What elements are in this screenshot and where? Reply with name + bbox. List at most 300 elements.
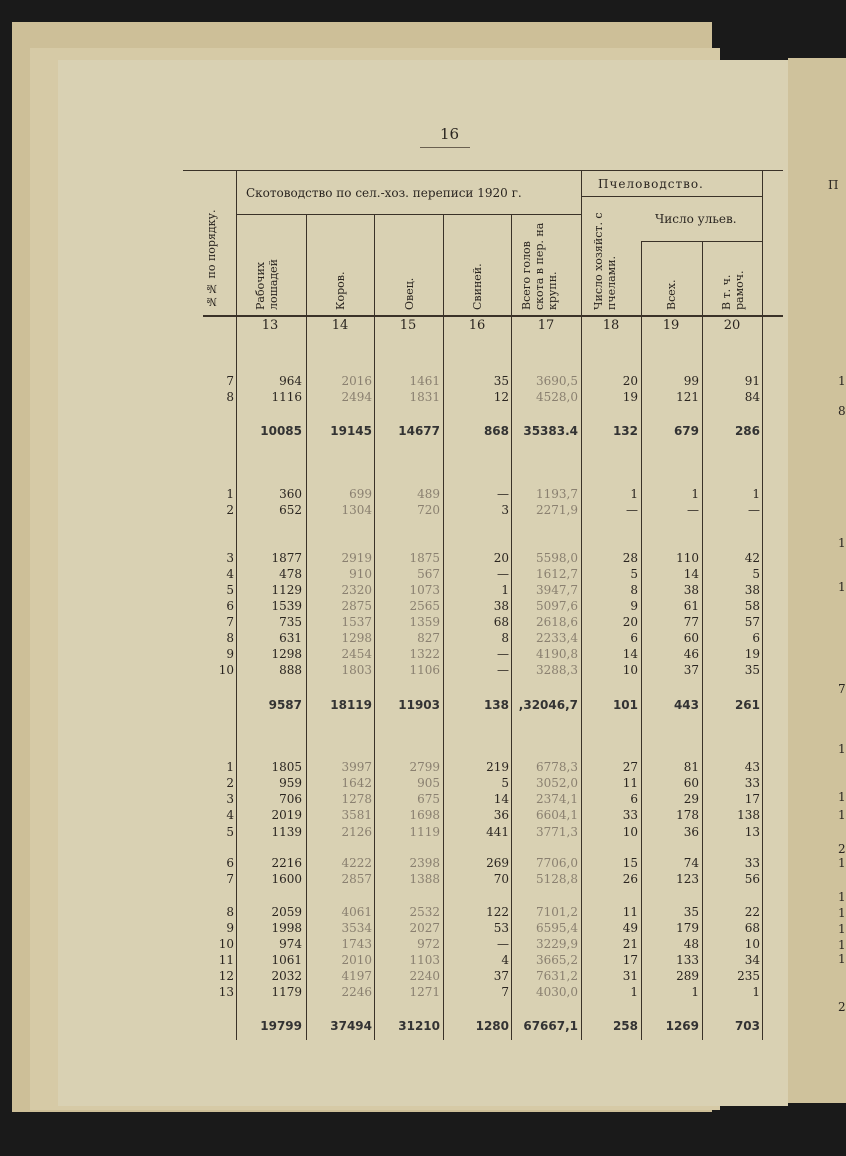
row-number: 8 xyxy=(226,905,234,919)
column-number: 18 xyxy=(602,318,620,333)
table-cell: 68 xyxy=(493,615,509,629)
group-total-cell: 14677 xyxy=(398,424,440,438)
table-cell: 699 xyxy=(349,487,372,501)
table-cell: 60 xyxy=(683,631,699,645)
table-cell: 6604,1 xyxy=(536,808,578,822)
table-cell: 13 xyxy=(744,825,760,839)
table-cell: 1298 xyxy=(341,631,372,645)
table-cell: 37 xyxy=(683,663,699,677)
table-cell: 99 xyxy=(683,374,699,388)
group-total-cell: 132 xyxy=(612,424,638,438)
group-total-cell: 258 xyxy=(612,1019,638,1033)
table-cell: 38 xyxy=(744,583,760,597)
table-cell: 29 xyxy=(683,792,699,806)
table-cell: 6 xyxy=(630,792,638,806)
table-cell: 26 xyxy=(622,872,638,886)
table-cell: 3581 xyxy=(341,808,372,822)
col-divider xyxy=(702,241,703,1040)
table-cell: 49 xyxy=(622,921,638,935)
table-cell: 1106 xyxy=(409,663,440,677)
table-cell: 888 xyxy=(279,663,302,677)
row-number: 1 xyxy=(226,487,234,501)
table-cell: 27 xyxy=(622,760,638,774)
table-cell: 21 xyxy=(622,937,638,951)
table-cell: 9 xyxy=(630,599,638,613)
table-cell: 37 xyxy=(493,969,509,983)
table-cell: 1 xyxy=(691,487,699,501)
row-number: 10 xyxy=(218,937,234,951)
table-cell: — xyxy=(497,937,509,951)
table-cell: 1061 xyxy=(271,953,302,967)
table-cell: 441 xyxy=(486,825,509,839)
table-cell: 631 xyxy=(279,631,302,645)
group-total-cell: 10085 xyxy=(260,424,302,438)
table-cell: 42 xyxy=(744,551,760,565)
table-cell: 7 xyxy=(501,985,509,999)
column-number: 17 xyxy=(537,318,555,333)
table-cell: 2010 xyxy=(341,953,372,967)
table-cell: 20 xyxy=(622,374,638,388)
bee-subrule xyxy=(581,196,762,197)
table-cell: 2374,1 xyxy=(536,792,578,806)
row-number: 13 xyxy=(218,985,234,999)
col-divider xyxy=(236,170,237,1040)
table-cell: 22 xyxy=(744,905,760,919)
table-cell: 2494 xyxy=(341,390,372,404)
table-cell: 3997 xyxy=(341,760,372,774)
table-cell: 10 xyxy=(622,663,638,677)
table-cell: 1322 xyxy=(409,647,440,661)
table-cell: 38 xyxy=(683,583,699,597)
table-cell: 219 xyxy=(486,760,509,774)
table-cell: 5097,6 xyxy=(536,599,578,613)
facing-page-fragment: 1 xyxy=(838,890,846,904)
group-total-cell: 37494 xyxy=(330,1019,372,1033)
table-cell: 2240 xyxy=(409,969,440,983)
table-cell: 2618,6 xyxy=(536,615,578,629)
table-cell: 15 xyxy=(622,856,638,870)
column-number: 16 xyxy=(468,318,486,333)
table-cell: 567 xyxy=(417,567,440,581)
table-cell: 3947,7 xyxy=(536,583,578,597)
row-number: 11 xyxy=(218,953,234,967)
table-cell: 19 xyxy=(744,647,760,661)
group-total-cell: 31210 xyxy=(398,1019,440,1033)
table-cell: 48 xyxy=(683,937,699,951)
col-horses-header: Рабочих лошадей xyxy=(254,258,280,310)
table-cell: 2320 xyxy=(341,583,372,597)
table-cell: 10 xyxy=(744,937,760,951)
table-cell: 91 xyxy=(744,374,760,388)
table-cell: — xyxy=(687,503,699,517)
table-cell: 720 xyxy=(417,503,440,517)
row-number: 8 xyxy=(226,390,234,404)
table-cell: 2565 xyxy=(409,599,440,613)
table-cell: 1998 xyxy=(271,921,302,935)
col-cows-header: Коров. xyxy=(334,271,347,310)
table-cell: 1539 xyxy=(271,599,302,613)
table-cell: 57 xyxy=(744,615,760,629)
table-cell: 3534 xyxy=(341,921,372,935)
table-cell: 68 xyxy=(744,921,760,935)
table-cell: 1 xyxy=(752,487,760,501)
table-cell: 910 xyxy=(349,567,372,581)
facing-page-fragment: 1 xyxy=(838,922,846,936)
col-households-header: Число хозяйст. с пчелами. xyxy=(592,212,618,310)
table-cell: 81 xyxy=(683,760,699,774)
table-cell: 31 xyxy=(622,969,638,983)
table-cell: 17 xyxy=(622,953,638,967)
table-cell: 1743 xyxy=(341,937,372,951)
table-cell: 7101,2 xyxy=(536,905,578,919)
facing-page-fragment: 2 xyxy=(838,842,846,856)
table-cell: 1600 xyxy=(271,872,302,886)
table-cell: 360 xyxy=(279,487,302,501)
table-cell: 4061 xyxy=(341,905,372,919)
table-cell: 1 xyxy=(630,985,638,999)
table-cell: 84 xyxy=(744,390,760,404)
table-cell: 675 xyxy=(417,792,440,806)
facing-page-fragment: 1 xyxy=(838,952,846,966)
col-frame-header: В т. ч. рамоч. xyxy=(720,270,746,310)
table-cell: 2919 xyxy=(341,551,372,565)
row-number: 4 xyxy=(226,567,234,581)
facing-page-fragment: 1 xyxy=(838,938,846,952)
table-cell: 3288,3 xyxy=(536,663,578,677)
table-cell: 3052,0 xyxy=(536,776,578,790)
bee-group-header: Пчеловодство. xyxy=(598,177,704,191)
table-cell: 11 xyxy=(622,776,638,790)
table-cell: 2216 xyxy=(271,856,302,870)
table-cell: 827 xyxy=(417,631,440,645)
hives-group-header: Число ульев. xyxy=(655,212,737,226)
table-cell: 1304 xyxy=(341,503,372,517)
table-cell: 33 xyxy=(744,856,760,870)
table-cell: 122 xyxy=(486,905,509,919)
col-divider xyxy=(306,214,307,1040)
table-cell: 33 xyxy=(622,808,638,822)
table-cell: 706 xyxy=(279,792,302,806)
group-total-cell: 101 xyxy=(612,698,638,712)
table-cell: 28 xyxy=(622,551,638,565)
table-cell: 5128,8 xyxy=(536,872,578,886)
table-cell: 19 xyxy=(622,390,638,404)
col-divider xyxy=(511,214,512,1040)
table-cell: 5 xyxy=(501,776,509,790)
column-number: 15 xyxy=(399,318,417,333)
table-cell: 133 xyxy=(676,953,699,967)
table-cell: 4222 xyxy=(341,856,372,870)
table-cell: 2875 xyxy=(341,599,372,613)
col-pigs-header: Свиней. xyxy=(471,263,484,310)
table-cell: 1805 xyxy=(271,760,302,774)
table-cell: 11 xyxy=(622,905,638,919)
table-cell: 5 xyxy=(630,567,638,581)
facing-page-fragment: 1 xyxy=(838,790,846,804)
table-cell: 2233,4 xyxy=(536,631,578,645)
page-number-rule xyxy=(420,147,470,148)
group-total-cell: 19145 xyxy=(330,424,372,438)
table-cell: 1388 xyxy=(409,872,440,886)
table-cell: 70 xyxy=(493,872,509,886)
table-cell: 1073 xyxy=(409,583,440,597)
table-cell: 1 xyxy=(630,487,638,501)
table-cell: 46 xyxy=(683,647,699,661)
group-total-cell: 1269 xyxy=(665,1019,699,1033)
table-cell: 6 xyxy=(630,631,638,645)
table-cell: 3690,5 xyxy=(536,374,578,388)
table-cell: 60 xyxy=(683,776,699,790)
table-cell: 1129 xyxy=(271,583,302,597)
table-cell: 2398 xyxy=(409,856,440,870)
table-cell: 38 xyxy=(493,599,509,613)
table-cell: 735 xyxy=(279,615,302,629)
table-cell: 3229,9 xyxy=(536,937,578,951)
column-number: 14 xyxy=(331,318,349,333)
table-cell: 2532 xyxy=(409,905,440,919)
group-total-cell: 18119 xyxy=(330,698,372,712)
row-number: 9 xyxy=(226,647,234,661)
col-divider xyxy=(641,241,642,1040)
table-cell: 1179 xyxy=(271,985,302,999)
row-number: 4 xyxy=(226,808,234,822)
facing-page-fragment: П xyxy=(828,178,839,192)
table-cell: — xyxy=(497,487,509,501)
table-cell: 138 xyxy=(737,808,760,822)
table-cell: 14 xyxy=(622,647,638,661)
table-cell: 43 xyxy=(744,760,760,774)
col-total-cattle-header: Всего голов скота в пер. на крупн. xyxy=(520,222,559,310)
col-divider xyxy=(762,170,763,1040)
row-number: 9 xyxy=(226,921,234,935)
col-divider xyxy=(443,214,444,1040)
row-number: 8 xyxy=(226,631,234,645)
table-cell: — xyxy=(626,503,638,517)
table-cell: 35 xyxy=(493,374,509,388)
column-number: 20 xyxy=(723,318,741,333)
facing-page-fragment: 8 xyxy=(838,404,846,418)
table-cell: 2016 xyxy=(341,374,372,388)
table-cell: 2027 xyxy=(409,921,440,935)
facing-page-fragment: 1 xyxy=(838,374,846,388)
group-total-cell: 261 xyxy=(734,698,760,712)
table-cell: 1698 xyxy=(409,808,440,822)
table-cell: 1278 xyxy=(341,792,372,806)
table-cell: 959 xyxy=(279,776,302,790)
table-cell: 1139 xyxy=(271,825,302,839)
table-cell: 110 xyxy=(676,551,699,565)
table-cell: 905 xyxy=(417,776,440,790)
table-cell: 1116 xyxy=(271,390,302,404)
row-number: 7 xyxy=(226,374,234,388)
table-cell: 4528,0 xyxy=(536,390,578,404)
column-number: 19 xyxy=(662,318,680,333)
group-total-cell: 1280 xyxy=(475,1019,509,1033)
row-number: 3 xyxy=(226,792,234,806)
row-number: 7 xyxy=(226,615,234,629)
table-cell: 17 xyxy=(744,792,760,806)
table-cell: 489 xyxy=(417,487,440,501)
table-cell: 2246 xyxy=(341,985,372,999)
facing-page-fragment: 1 xyxy=(838,808,846,822)
header-bottom-rule xyxy=(203,315,783,317)
table-cell: 56 xyxy=(744,872,760,886)
facing-page-fragment: 7 xyxy=(838,682,846,696)
table-cell: 1 xyxy=(691,985,699,999)
table-cell: 1642 xyxy=(341,776,372,790)
table-cell: 269 xyxy=(486,856,509,870)
table-cell: 14 xyxy=(493,792,509,806)
table-cell: 2799 xyxy=(409,760,440,774)
livestock-subrule xyxy=(236,214,581,215)
col-all-header: Всех. xyxy=(665,279,678,310)
table-cell: 53 xyxy=(493,921,509,935)
table-cell: 33 xyxy=(744,776,760,790)
table-cell: 1103 xyxy=(409,953,440,967)
group-total-cell: 67667,1 xyxy=(523,1019,578,1033)
row-number: 2 xyxy=(226,503,234,517)
table-cell: 1875 xyxy=(409,551,440,565)
table-cell: 10 xyxy=(622,825,638,839)
table-cell: 478 xyxy=(279,567,302,581)
table-cell: 179 xyxy=(676,921,699,935)
table-cell: 1193,7 xyxy=(536,487,578,501)
table-cell: 2857 xyxy=(341,872,372,886)
table-cell: 6 xyxy=(752,631,760,645)
table-cell: 1803 xyxy=(341,663,372,677)
group-total-cell: 703 xyxy=(734,1019,760,1033)
facing-page-fragment: 1 xyxy=(838,856,846,870)
table-cell: 2271,9 xyxy=(536,503,578,517)
row-number: 1 xyxy=(226,760,234,774)
facing-page-fragment: 1 xyxy=(838,536,846,550)
group-total-cell: ,32046,7 xyxy=(518,698,578,712)
facing-page-fragment: 1 xyxy=(838,906,846,920)
table-cell: 74 xyxy=(683,856,699,870)
table-cell: 4 xyxy=(501,953,509,967)
table-cell: 1877 xyxy=(271,551,302,565)
table-cell: 972 xyxy=(417,937,440,951)
table-cell: 5 xyxy=(752,567,760,581)
table-cell: 1 xyxy=(501,583,509,597)
livestock-group-header: Скотоводство по сел.-хоз. переписи 1920 г. xyxy=(246,186,522,200)
facing-page-fragment: 1 xyxy=(838,742,846,756)
table-cell: 1271 xyxy=(409,985,440,999)
table-cell: — xyxy=(497,567,509,581)
table-cell: 5598,0 xyxy=(536,551,578,565)
table-cell: 2454 xyxy=(341,647,372,661)
table-cell: 121 xyxy=(676,390,699,404)
row-number: 12 xyxy=(218,969,234,983)
table-cell: 35 xyxy=(683,905,699,919)
table-cell: 289 xyxy=(676,969,699,983)
table-cell: 12 xyxy=(493,390,509,404)
col-divider xyxy=(374,214,375,1040)
table-cell: 8 xyxy=(630,583,638,597)
table-cell: 235 xyxy=(737,969,760,983)
table-cell: 35 xyxy=(744,663,760,677)
group-total-cell: 868 xyxy=(483,424,509,438)
table-cell: 77 xyxy=(683,615,699,629)
order-header: №№ по порядку. xyxy=(205,209,218,308)
table-cell: 4190,8 xyxy=(536,647,578,661)
row-number: 5 xyxy=(226,825,234,839)
table-cell: 4197 xyxy=(341,969,372,983)
table-cell: — xyxy=(497,647,509,661)
col-divider xyxy=(581,170,582,1040)
table-cell: 3771,3 xyxy=(536,825,578,839)
table-cell: 61 xyxy=(683,599,699,613)
table-cell: 1461 xyxy=(409,374,440,388)
group-total-cell: 286 xyxy=(734,424,760,438)
group-total-cell: 35383.4 xyxy=(523,424,578,438)
facing-page-fragment: 2 xyxy=(838,1000,846,1014)
table-cell: 36 xyxy=(683,825,699,839)
table-cell: 2059 xyxy=(271,905,302,919)
row-number: 3 xyxy=(226,551,234,565)
table-cell: 58 xyxy=(744,599,760,613)
table-cell: — xyxy=(497,663,509,677)
facing-page-fragment: 1 xyxy=(838,580,846,594)
row-number: 5 xyxy=(226,583,234,597)
table-cell: 2126 xyxy=(341,825,372,839)
table-cell: — xyxy=(748,503,760,517)
table-cell: 3665,2 xyxy=(536,953,578,967)
row-number: 2 xyxy=(226,776,234,790)
col-sheep-header: Овец. xyxy=(403,277,416,310)
table-cell: 1298 xyxy=(271,647,302,661)
group-total-cell: 443 xyxy=(673,698,699,712)
table-top-rule xyxy=(183,170,783,171)
table-cell: 1537 xyxy=(341,615,372,629)
table-cell: 178 xyxy=(676,808,699,822)
table-cell: 34 xyxy=(744,953,760,967)
group-total-cell: 9587 xyxy=(268,698,302,712)
column-number: 13 xyxy=(261,318,279,333)
table-cell: 8 xyxy=(501,631,509,645)
table-cell: 14 xyxy=(683,567,699,581)
table-cell: 20 xyxy=(493,551,509,565)
group-total-cell: 11903 xyxy=(398,698,440,712)
table-cell: 4030,0 xyxy=(536,985,578,999)
page-number: 16 xyxy=(440,125,460,143)
table-cell: 1 xyxy=(752,985,760,999)
table-cell: 7706,0 xyxy=(536,856,578,870)
row-number: 10 xyxy=(218,663,234,677)
row-number: 6 xyxy=(226,599,234,613)
group-total-cell: 138 xyxy=(483,698,509,712)
table-cell: 974 xyxy=(279,937,302,951)
table-cell: 123 xyxy=(676,872,699,886)
table-cell: 2032 xyxy=(271,969,302,983)
table-cell: 3 xyxy=(501,503,509,517)
table-cell: 36 xyxy=(493,808,509,822)
table-cell: 1612,7 xyxy=(536,567,578,581)
group-total-cell: 679 xyxy=(673,424,699,438)
table-cell: 1831 xyxy=(409,390,440,404)
table-cell: 964 xyxy=(279,374,302,388)
table-cell: 1119 xyxy=(409,825,440,839)
table-cell: 2019 xyxy=(271,808,302,822)
row-number: 6 xyxy=(226,856,234,870)
table-cell: 1359 xyxy=(409,615,440,629)
table-cell: 20 xyxy=(622,615,638,629)
table-cell: 7631,2 xyxy=(536,969,578,983)
table-cell: 6778,3 xyxy=(536,760,578,774)
group-total-cell: 19799 xyxy=(260,1019,302,1033)
table-cell: 652 xyxy=(279,503,302,517)
row-number: 7 xyxy=(226,872,234,886)
